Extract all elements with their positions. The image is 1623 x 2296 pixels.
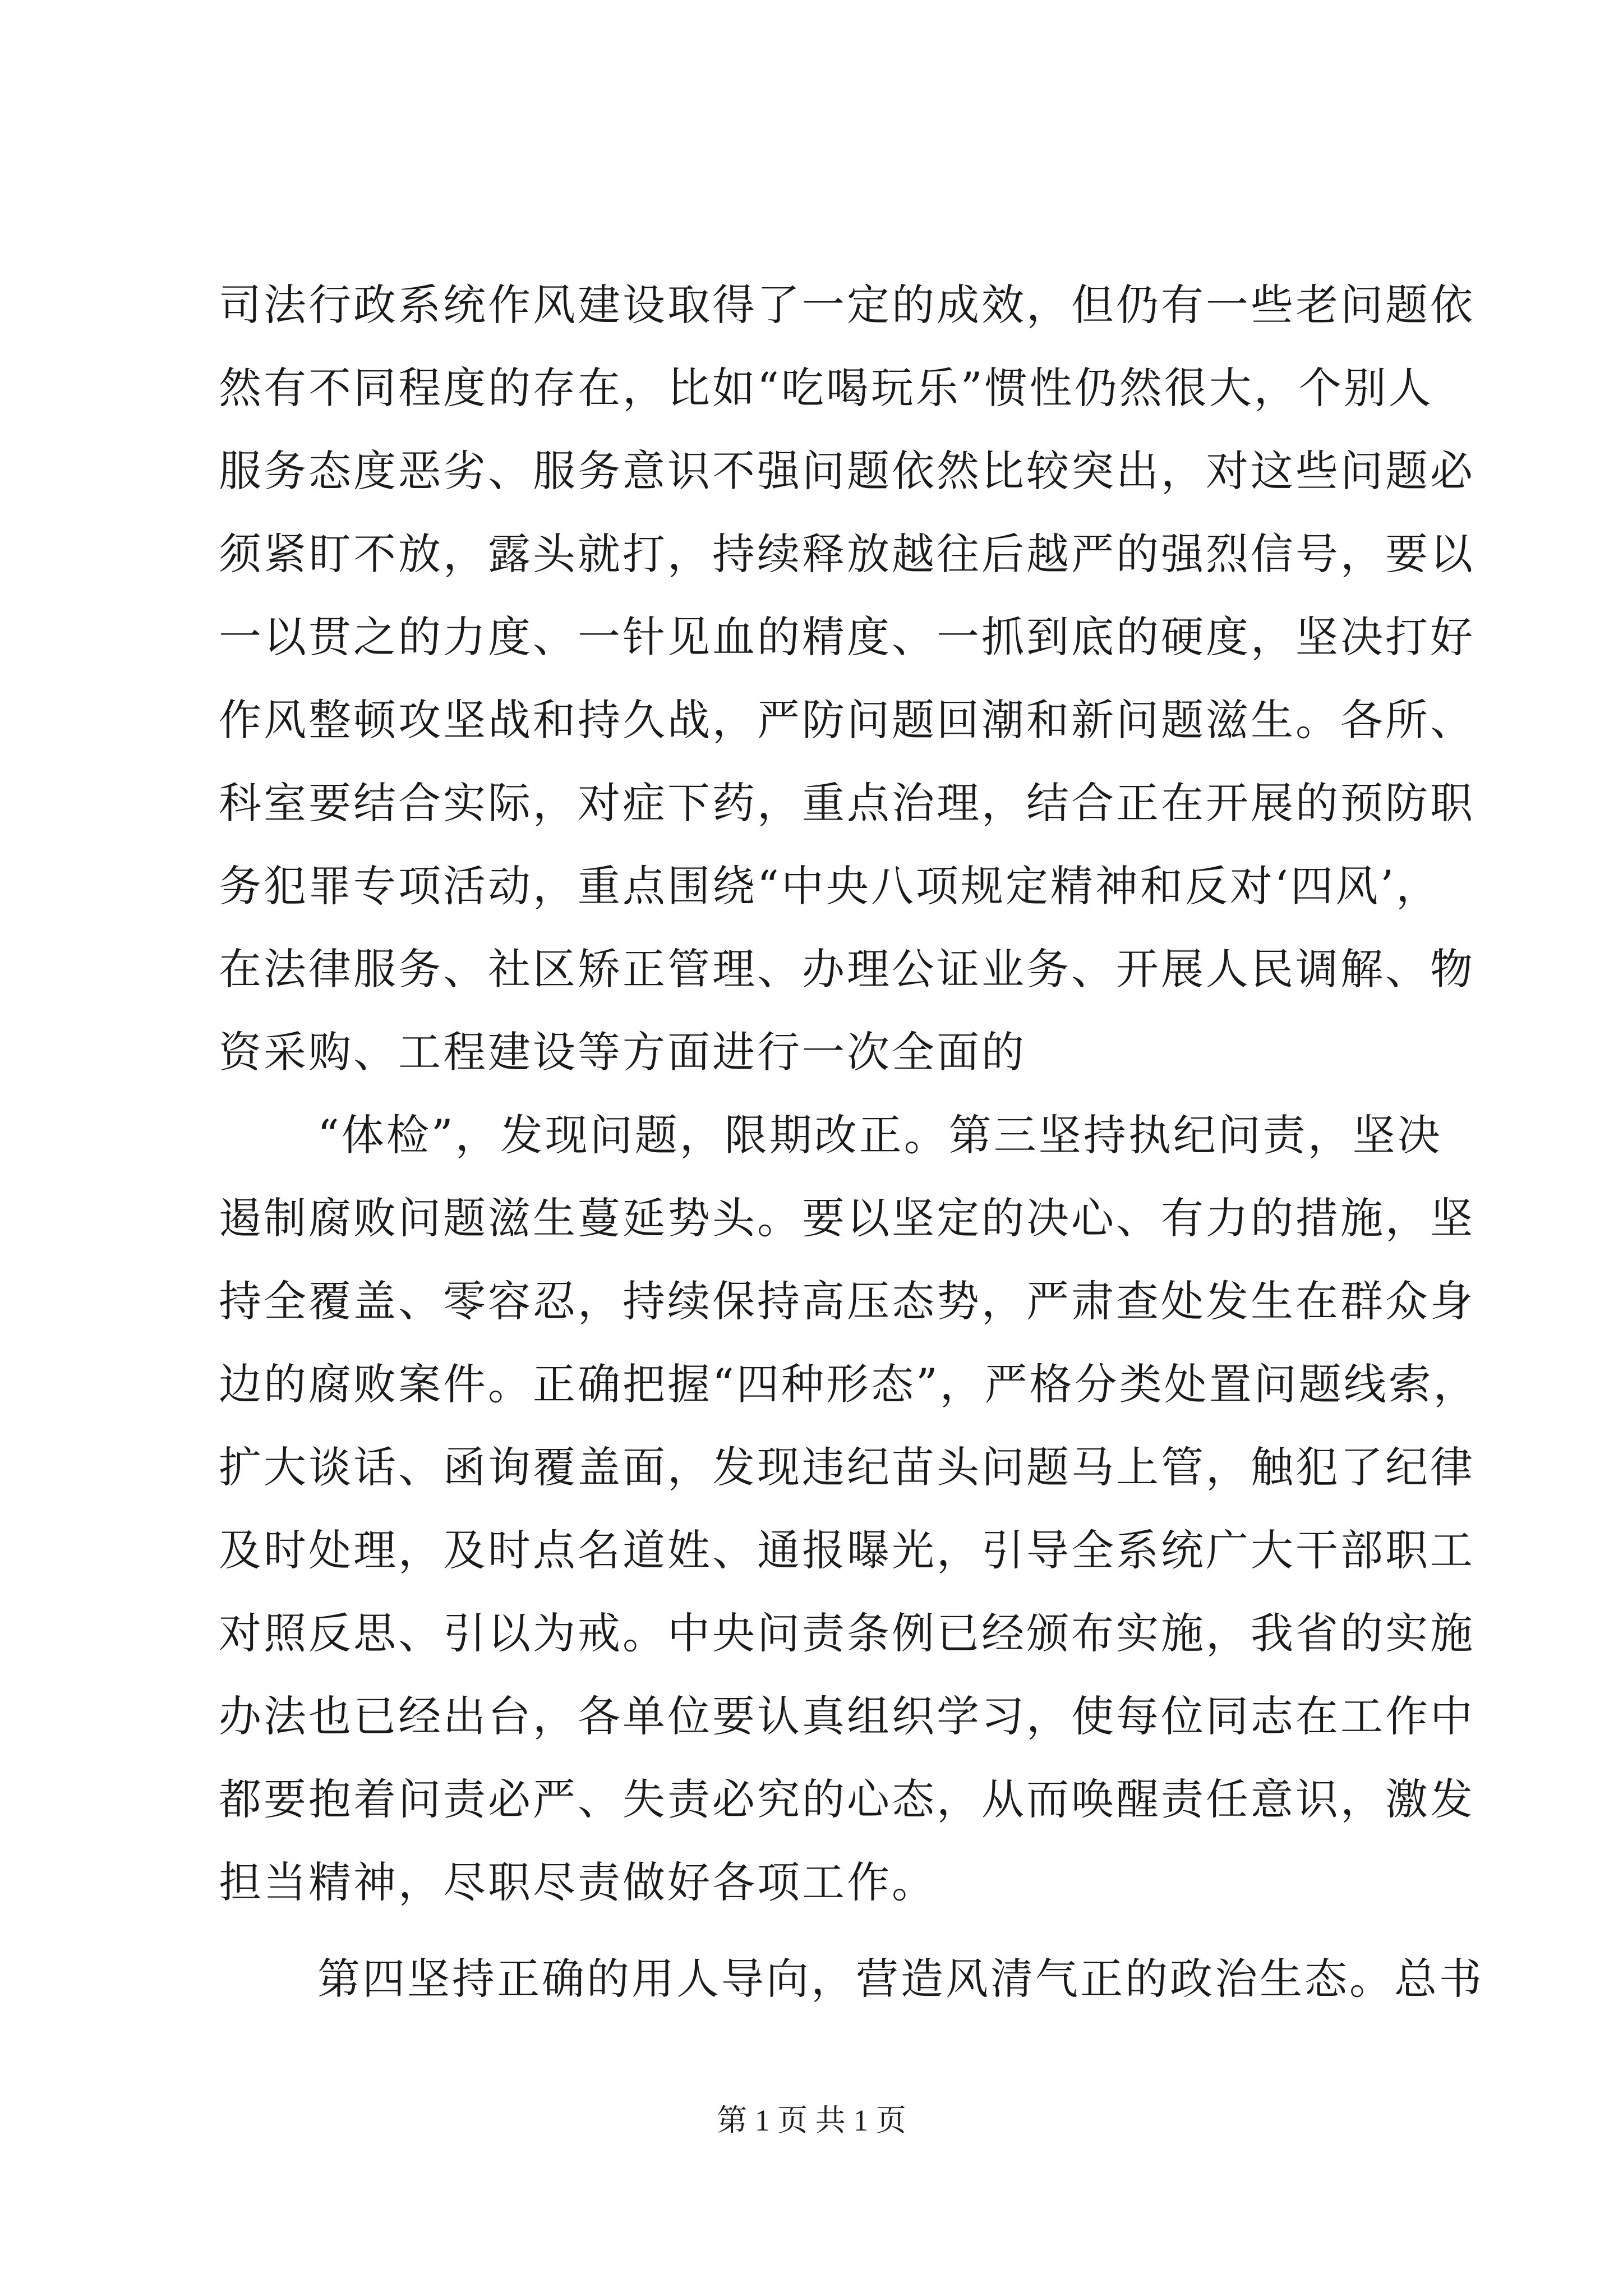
text-line: 须紧盯不放，露头就打，持续释放越往后越严的强烈信号，要以 (219, 529, 1475, 579)
text-line: 边的腐败案件。正确把握“四种形态”，严格分类处置问题线索， (219, 1359, 1478, 1409)
text-line: 在法律服务、社区矫正管理、办理公证业务、开展人民调解、物 (219, 944, 1475, 994)
text-line: 第四坚持正确的用人导向，营造风清气正的政治生态。总书 (317, 1954, 1484, 2004)
text-line: 担当精神，尽职尽责做好各项工作。 (219, 1857, 937, 1907)
text-line: 然有不同程度的存在，比如“吃喝玩乐”惯性仍然很大，个别人 (219, 363, 1433, 413)
text-line: 科室要结合实际，对症下药，重点治理，结合正在开展的预防职 (219, 778, 1475, 828)
text-line: 资采购、工程建设等方面进行一次全面的 (219, 1027, 1026, 1077)
text-line: “体检”，发现问题，限期改正。第三坚持执纪问责，坚决 (317, 1110, 1442, 1160)
text-line: 服务态度恶劣、服务意识不强问题依然比较突出，对这些问题必 (219, 446, 1475, 496)
text-line: 持全覆盖、零容忍，持续保持高压态势，严肃查处发生在群众身 (219, 1276, 1475, 1326)
text-line: 遏制腐败问题滋生蔓延势头。要以坚定的决心、有力的措施，坚 (219, 1193, 1475, 1243)
paragraph-gap (219, 1924, 1419, 1938)
text-line: 作风整顿攻坚战和持久战，严防问题回潮和新问题滋生。各所、 (219, 695, 1475, 745)
text-line: 扩大谈话、函询覆盖面，发现违纪苗头问题马上管，触犯了纪律 (219, 1442, 1475, 1492)
text-line: 办法也已经出台，各单位要认真组织学习，使每位同志在工作中 (219, 1691, 1475, 1741)
page-footer: 第 1 页 共 1 页 (717, 2104, 906, 2137)
text-line: 都要抱着问责必严、失责必究的心态，从而唤醒责任意识，激发 (219, 1774, 1475, 1824)
text-line: 务犯罪专项活动，重点围绕“中央八项规定精神和反对‘四风’， (219, 861, 1441, 911)
text-line: 及时处理，及时点名道姓、通报曝光，引导全系统广大干部职工 (219, 1525, 1475, 1575)
text-line: 一以贯之的力度、一针见血的精度、一抓到底的硬度，坚决打好 (219, 612, 1475, 662)
text-line: 司法行政系统作风建设取得了一定的成效，但仍有一些老问题依 (219, 280, 1475, 330)
text-line: 对照反思、引以为戒。中央问责条例已经颁布实施，我省的实施 (219, 1608, 1475, 1658)
document-body (219, 264, 1484, 2021)
